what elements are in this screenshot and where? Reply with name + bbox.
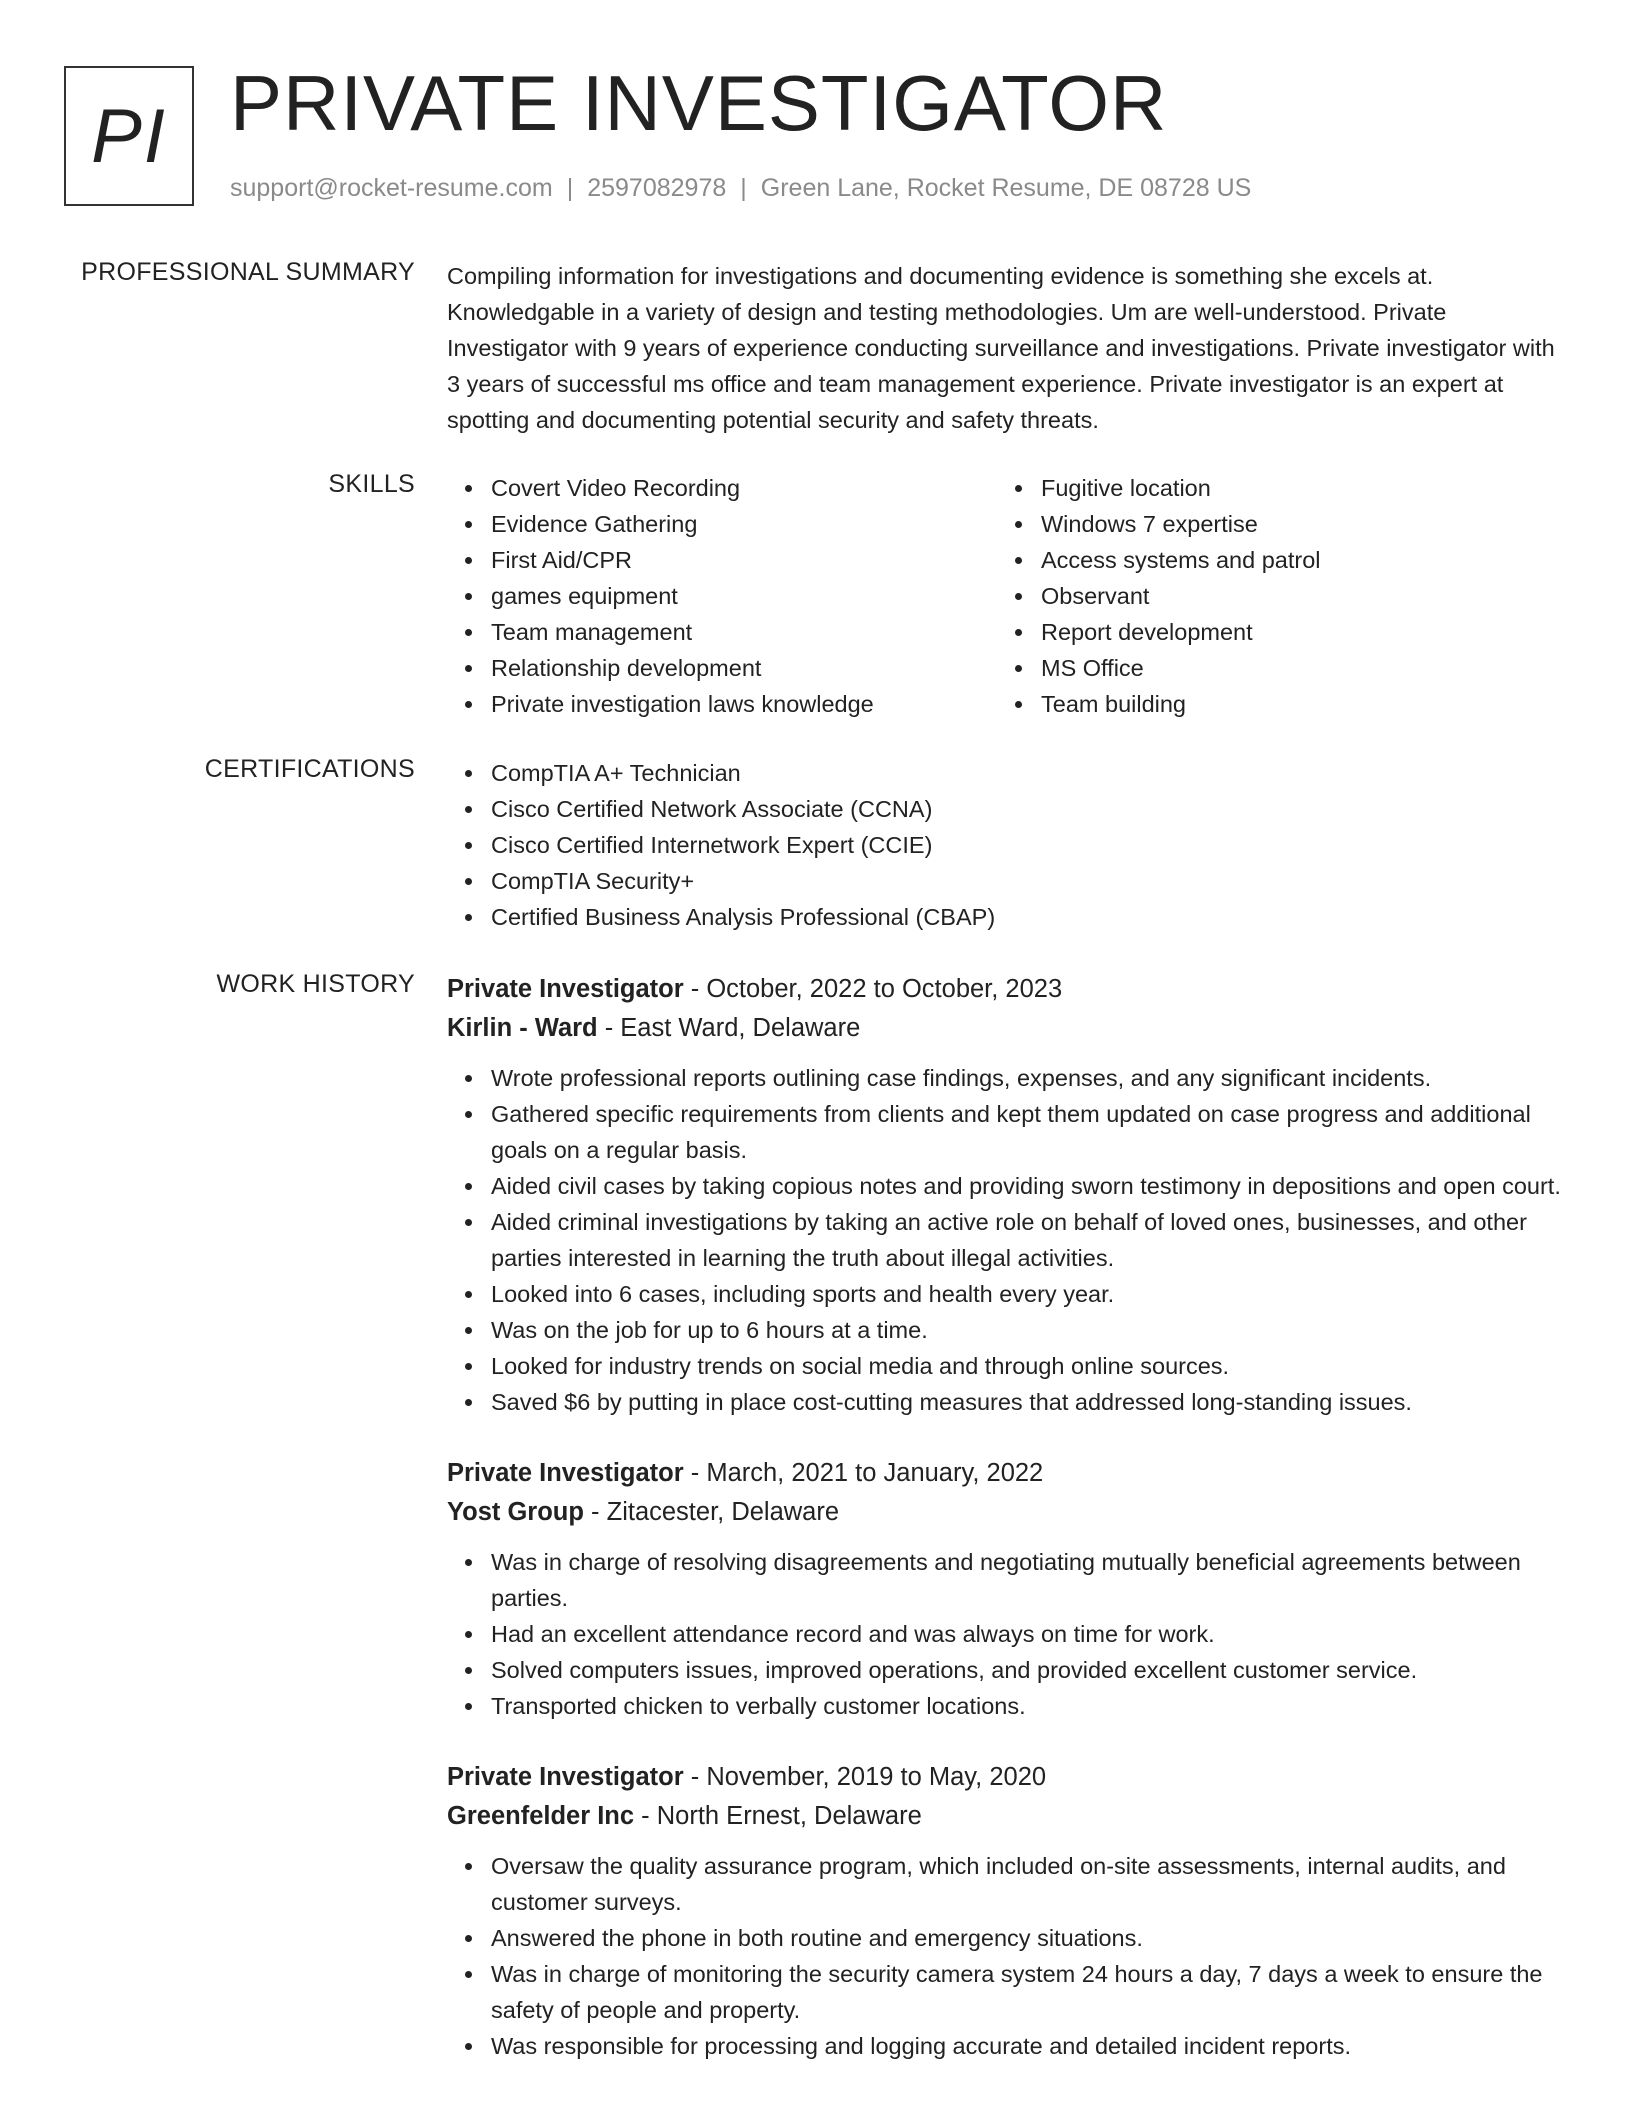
list-item: Was responsible for processing and logging accurate and detailed incident reports. [491,2028,1567,2064]
list-item: Access systems and patrol [1041,542,1567,578]
list-item: games equipment [491,578,997,614]
list-item: Windows 7 expertise [1041,506,1567,542]
list-item: Team building [1041,686,1567,722]
job-company-line [447,1493,1567,1532]
list-item: CompTIA A+ Technician [491,755,1567,791]
job-dates: - March, 2021 to January, 2022 [683,1459,1044,1487]
list-item: Aided civil cases by taking copious notes and providing sworn testimony in depositions and open court. [491,1168,1567,1204]
job-title-line [447,1758,1567,1797]
job-title-line [447,1454,1567,1493]
list-item: Certified Business Analysis Professional (CBAP) [491,899,1567,935]
list-item: Cisco Certified Network Associate (CCNA) [491,791,1567,827]
company-name: Greenfelder Inc [447,1802,635,1830]
list-item: Oversaw the quality assurance program, which included on-site assessments, internal audits, and customer surveys. [491,1848,1567,1920]
list-item: Gathered specific requirements from clients and kept them updated on case progress and additional goals on a regular basis. [491,1096,1567,1168]
section-label-certifications: CERTIFICATIONS [204,755,415,783]
work-history-body [447,970,1567,2098]
list-item: Looked into 6 cases, including sports and health every year. [491,1276,1567,1312]
job-title: Private Investigator [447,1763,684,1791]
job-entry [447,970,1567,1420]
list-item: Private investigation laws knowledge [491,686,997,722]
company-location: - East Ward, Delaware [597,1014,861,1042]
list-item: Looked for industry trends on social media and through online sources. [491,1348,1567,1384]
job-company-line [447,1009,1567,1048]
skills-columns [447,470,1567,722]
list-item: Observant [1041,578,1567,614]
list-item: Transported chicken to verbally customer locations. [491,1688,1567,1724]
separator: | [566,174,574,202]
job-title: Private Investigator [447,975,684,1003]
job-duties-list [447,1544,1567,1724]
skills-list-right [997,470,1567,722]
list-item: MS Office [1041,650,1567,686]
page-title: PRIVATE INVESTIGATOR [230,59,1168,147]
job-company-line [447,1797,1567,1836]
job-duties-list [447,1060,1567,1420]
company-location: - Zitacester, Delaware [583,1498,840,1526]
certifications-body [447,755,1567,935]
section-label-summary: PROFESSIONAL SUMMARY [81,258,415,286]
list-item: Report development [1041,614,1567,650]
list-item: Had an excellent attendance record and was always on time for work. [491,1616,1567,1652]
email-link[interactable]: support@rocket-resume.com [230,174,553,202]
job-dates: - November, 2019 to May, 2020 [683,1763,1047,1791]
job-title: Private Investigator [447,1459,684,1487]
summary-text: Compiling information for investigations and documenting evidence is something she excels at. Knowledgable in a variety of design and testing methodologies. Um are well-understood. Private Investigator with 9 years of experience conducting surveillance and investigations. Private investigator with 3 years of successful ms office and team management experience. Private investigator is an expert at spotting and documenting potential security and safety threats. [447,263,1555,433]
section-label-work-history: WORK HISTORY [216,970,415,998]
company-name: Yost Group [447,1498,584,1526]
list-item: Answered the phone in both routine and emergency situations. [491,1920,1567,1956]
list-item: Fugitive location [1041,470,1567,506]
job-entry [447,1758,1567,2064]
company-location: - North Ernest, Delaware [634,1802,922,1830]
certifications-list [447,755,1567,935]
list-item: Solved computers issues, improved operations, and provided excellent customer service. [491,1652,1567,1688]
list-item: CompTIA Security+ [491,863,1567,899]
job-title-line [447,970,1567,1009]
list-item: Was on the job for up to 6 hours at a time. [491,1312,1567,1348]
job-duties-list [447,1848,1567,2064]
separator: | [740,174,747,202]
job-entry [447,1454,1567,1724]
list-item: Evidence Gathering [491,506,997,542]
job-dates: - October, 2022 to October, 2023 [683,975,1063,1003]
company-name: Kirlin - Ward [447,1014,598,1042]
list-item: Was in charge of resolving disagreements and negotiating mutually beneficial agreements between parties. [491,1544,1567,1616]
section-label-skills: SKILLS [328,470,415,498]
list-item: Team management [491,614,997,650]
list-item: Saved $6 by putting in place cost-cutting measures that addressed long-standing issues. [491,1384,1567,1420]
phone-number: 2597082978 [587,174,727,202]
list-item: Was in charge of monitoring the security camera system 24 hours a day, 7 days a week to ensure the safety of people and property. [491,1956,1567,2028]
address: Green Lane, Rocket Resume, DE 08728 US [760,174,1252,202]
list-item: Wrote professional reports outlining case findings, expenses, and any significant incidents. [491,1060,1567,1096]
monogram-logo: PI [64,66,194,206]
contact-line [230,174,1251,203]
list-item: Aided criminal investigations by taking an active role on behalf of loved ones, businesses, and other parties interested in learning the truth about illegal activities. [491,1204,1567,1276]
skills-list-left [447,470,997,722]
list-item: Covert Video Recording [491,470,997,506]
list-item: First Aid/CPR [491,542,997,578]
list-item: Cisco Certified Internetwork Expert (CCIE) [491,827,1567,863]
list-item: Relationship development [491,650,997,686]
